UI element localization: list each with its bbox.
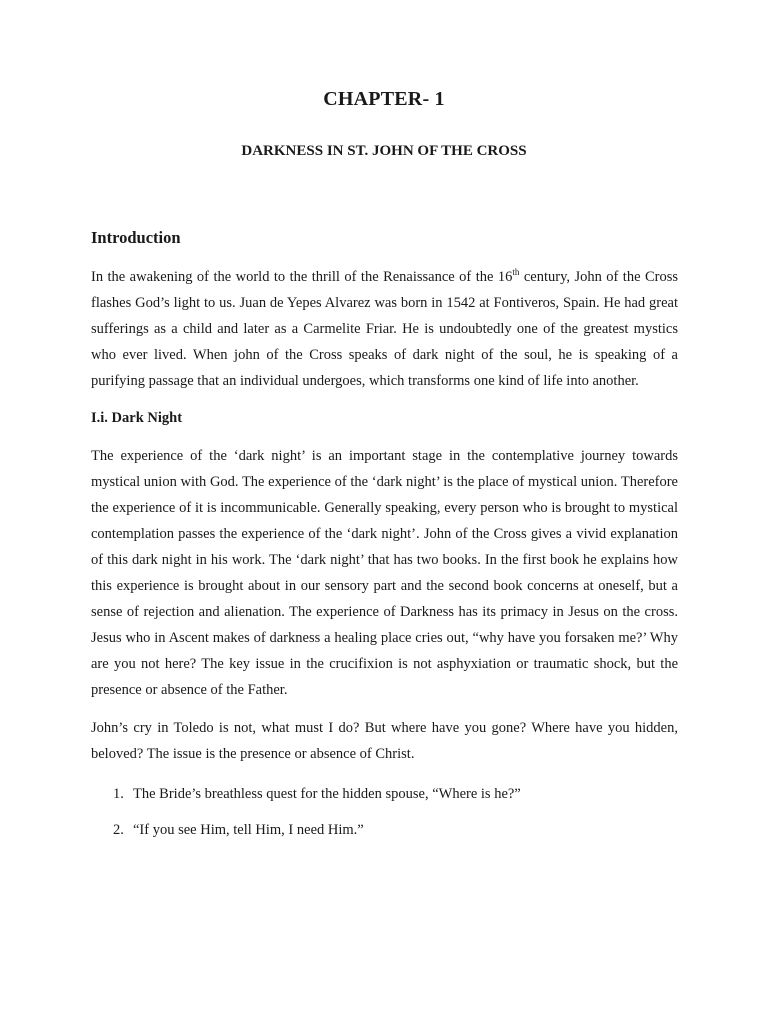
list-item (91, 817, 678, 843)
list-item-number: 1. (113, 786, 124, 802)
body-content (91, 226, 678, 853)
chapter-title: CHAPTER- 1 (323, 88, 445, 110)
numbered-list (91, 781, 678, 843)
johns-cry-paragraph: John’s cry in Toledo is not, what must I do? But where have you gone? Where have you hidden, beloved? The issue is the presence or absence of Christ. (91, 720, 678, 762)
list-item (91, 781, 678, 807)
list-item-number: 2. (113, 822, 124, 838)
list-item-text: The Bride’s breathless quest for the hidden spouse, “Where is he?” (133, 786, 521, 802)
intro-text-part1: In the awakening of the world to the thrill of the Renaissance of the 16 (91, 269, 513, 285)
dark-night-heading: I.i. Dark Night (91, 410, 183, 426)
chapter-subtitle: DARKNESS IN ST. JOHN OF THE CROSS (241, 143, 527, 159)
intro-superscript: th (512, 267, 520, 277)
list-item-text: “If you see Him, tell Him, I need Him.” (133, 822, 364, 838)
intro-text-part2: century, John of the Cross flashes God’s light to us. Juan de Yepes Alvarez was born in 1542 at Fontiveros, Spain. He had great sufferings as a child and later as a Carmelite Friar. He is undoubtedly one of the greatest mystics who ever lived. When john of the Cross speaks of dark night of the soul, he is speaking of a purifying passage that an individual undergoes, which transforms one kind of life into another. (91, 269, 678, 389)
introduction-heading: Introduction (91, 228, 181, 247)
dark-night-paragraph: The experience of the ‘dark night’ is an important stage in the contemplative journey towards mystical union with God. The experience of the ‘dark night’ is the place of mystical union. Therefore the experience of it is incommunicable. Generally speaking, every person who is brought to mystical contemplation passes the experience of the ‘dark night’. John of the Cross gives a vivid explanation of this dark night in his work. The ‘dark night’ that has two books. In the first book he explains how this experience is brought about in our sensory part and the second book concerns at oneself, but a sense of rejection and alienation. The experience of Darkness has its primacy in Jesus on the cross. Jesus who in Ascent makes of darkness a healing place cries out, “why have you forsaken me?’ Why are you not here? The key issue in the crucifixion is not asphyxiation or traumatic shock, but the presence or absence of the Father. (91, 448, 678, 698)
introduction-paragraph (91, 264, 678, 394)
